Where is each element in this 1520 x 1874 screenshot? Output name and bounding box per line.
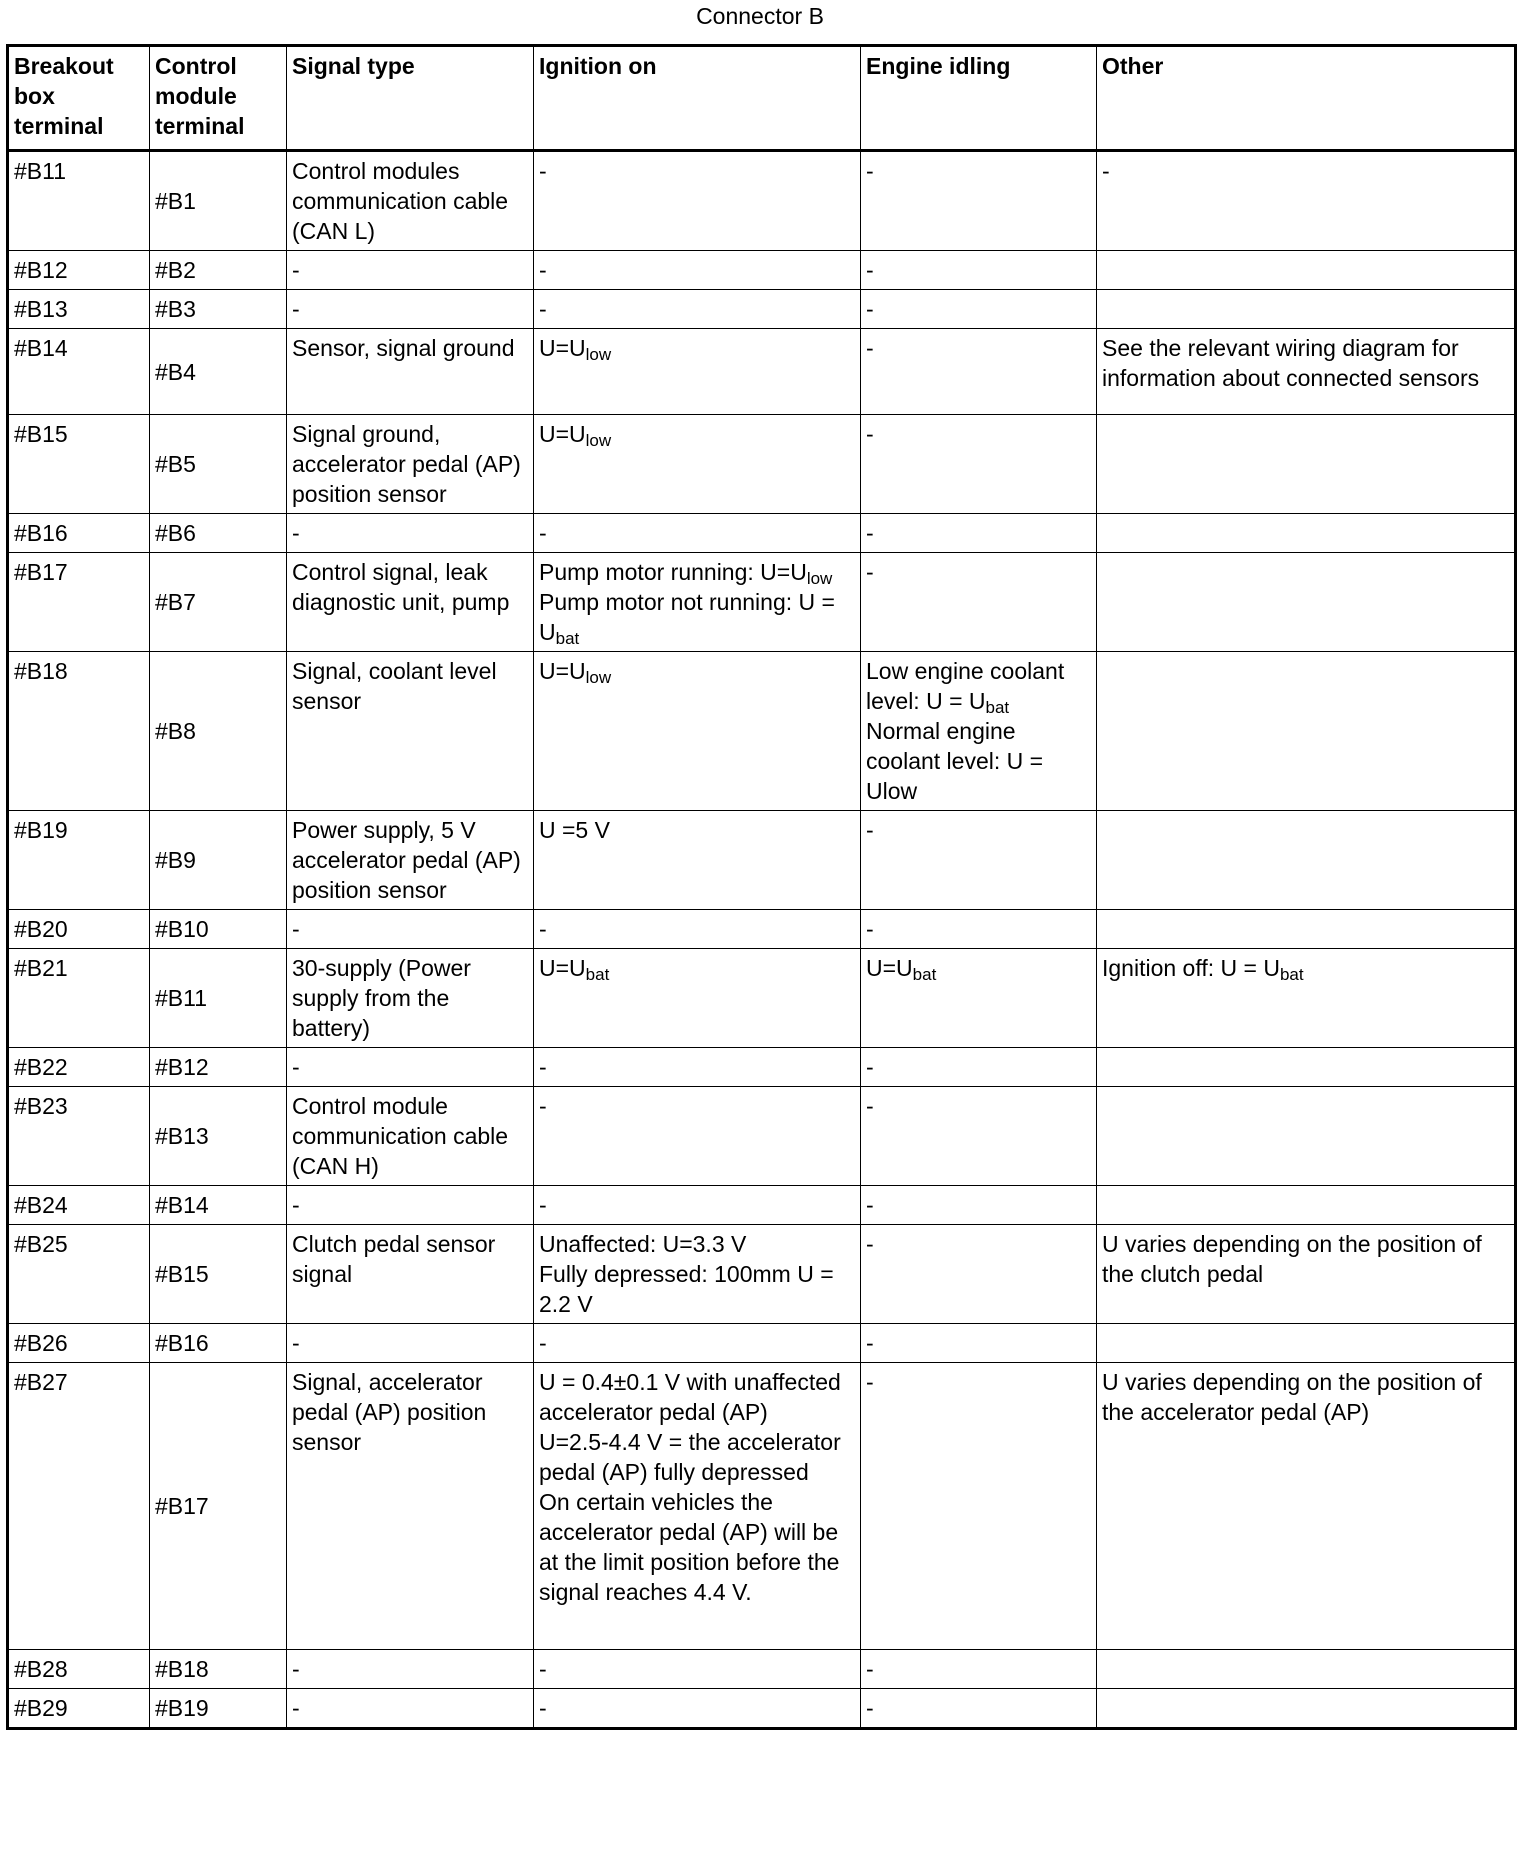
cell-text: -	[539, 1093, 547, 1119]
other-cell-line	[1102, 333, 1509, 393]
table-row	[8, 652, 1516, 811]
engine-idling-cell-line	[866, 1693, 1091, 1723]
engine-idling-cell-line	[866, 716, 1091, 806]
engine-idling-cell-line	[866, 255, 1091, 285]
engine-idling-cell	[861, 1650, 1097, 1689]
breakout-terminal-cell: #B21	[8, 949, 150, 1048]
ignition-on-cell-line	[539, 1427, 855, 1487]
breakout-terminal-cell: #B16	[8, 514, 150, 553]
cell-text: Low engine coolant level: U = U	[866, 658, 1065, 714]
cell-text: -	[866, 1695, 874, 1721]
ignition-on-cell	[534, 1186, 861, 1225]
ignition-on-cell-line	[539, 255, 855, 285]
engine-idling-cell	[861, 1324, 1097, 1363]
breakout-terminal-cell: #B18	[8, 652, 150, 811]
engine-idling-cell	[861, 1225, 1097, 1324]
signal-type-cell: Control signal, leak diagnostic unit, pump	[287, 553, 534, 652]
table-row	[8, 1324, 1516, 1363]
cell-text: -	[866, 1231, 874, 1257]
subscript-text: bat	[555, 629, 580, 648]
table-row	[8, 1225, 1516, 1324]
cell-text: -	[866, 1656, 874, 1682]
engine-idling-cell	[861, 949, 1097, 1048]
engine-idling-cell-line	[866, 1190, 1091, 1220]
ignition-on-cell-line	[539, 419, 855, 449]
control-terminal-cell: #B6	[150, 514, 287, 553]
engine-idling-cell	[861, 1087, 1097, 1186]
control-terminal-cell: #B11	[150, 949, 287, 1048]
other-cell-line	[1102, 1367, 1509, 1427]
subscript-text: low	[585, 345, 612, 364]
signal-type-cell: Power supply, 5 V accelerator pedal (AP) position sensor	[287, 811, 534, 910]
breakout-terminal-cell: #B27	[8, 1363, 150, 1650]
header-row	[8, 46, 1516, 151]
control-terminal-cell: #B14	[150, 1186, 287, 1225]
signal-type-cell: Signal, accelerator pedal (AP) position sensor	[287, 1363, 534, 1650]
cell-text: See the relevant wiring diagram for information about connected sensors	[1102, 335, 1480, 391]
cell-text: Pump motor not running: U = U	[539, 589, 835, 645]
engine-idling-cell-line	[866, 1328, 1091, 1358]
table-body	[8, 151, 1516, 1729]
table-row	[8, 290, 1516, 329]
engine-idling-cell-line	[866, 419, 1091, 449]
engine-idling-cell	[861, 652, 1097, 811]
engine-idling-cell	[861, 290, 1097, 329]
other-cell	[1097, 553, 1516, 652]
ignition-on-cell	[534, 949, 861, 1048]
cell-text: U =5 V	[539, 817, 610, 843]
other-cell	[1097, 1650, 1516, 1689]
ignition-on-cell-line	[539, 1091, 855, 1121]
table-row	[8, 151, 1516, 251]
cell-text: U=U	[539, 421, 586, 447]
engine-idling-cell	[861, 415, 1097, 514]
breakout-terminal-cell: #B19	[8, 811, 150, 910]
ignition-on-cell-line	[539, 156, 855, 186]
control-terminal-cell: #B10	[150, 910, 287, 949]
cell-text: -	[866, 158, 874, 184]
breakout-terminal-cell: #B11	[8, 151, 150, 251]
engine-idling-cell	[861, 1186, 1097, 1225]
signal-type-cell: Clutch pedal sensor signal	[287, 1225, 534, 1324]
control-terminal-cell: #B5	[150, 415, 287, 514]
engine-idling-cell-line	[866, 333, 1091, 363]
ignition-on-cell	[534, 553, 861, 652]
control-terminal-cell: #B18	[150, 1650, 287, 1689]
subscript-text: bat	[912, 965, 937, 984]
signal-type-cell: -	[287, 290, 534, 329]
engine-idling-cell	[861, 251, 1097, 290]
other-cell	[1097, 910, 1516, 949]
engine-idling-cell-line	[866, 1654, 1091, 1684]
control-terminal-cell: #B7	[150, 553, 287, 652]
ignition-on-cell-line	[539, 1367, 855, 1427]
ignition-on-cell-line	[539, 656, 855, 686]
signal-type-cell: -	[287, 1689, 534, 1729]
other-cell	[1097, 290, 1516, 329]
cell-text: U=U	[539, 658, 586, 684]
cell-text: -	[866, 296, 874, 322]
engine-idling-cell-line	[866, 1229, 1091, 1259]
cell-text: Pump motor running: U=U	[539, 559, 807, 585]
other-cell	[1097, 415, 1516, 514]
breakout-terminal-cell: #B12	[8, 251, 150, 290]
cell-text: -	[539, 1054, 547, 1080]
table-row	[8, 811, 1516, 910]
cell-text: U=U	[539, 335, 586, 361]
other-cell	[1097, 1048, 1516, 1087]
subscript-text: low	[585, 431, 612, 450]
engine-idling-cell-line	[866, 1052, 1091, 1082]
cell-text: -	[866, 1330, 874, 1356]
control-terminal-cell: #B3	[150, 290, 287, 329]
cell-text: U=U	[539, 955, 586, 981]
breakout-terminal-cell: #B15	[8, 415, 150, 514]
signal-type-cell: Control module communication cable (CAN H)	[287, 1087, 534, 1186]
cell-text: U=U	[866, 955, 913, 981]
breakout-terminal-cell: #B29	[8, 1689, 150, 1729]
cell-text: Normal engine coolant level: U = Ulow	[866, 718, 1044, 804]
header-other: Other	[1097, 46, 1516, 151]
ignition-on-cell	[534, 1048, 861, 1087]
table-caption: Connector B	[696, 3, 824, 29]
table-row	[8, 1087, 1516, 1186]
cell-text: U = 0.4±0.1 V with unaffected accelerator pedal (AP)	[539, 1369, 841, 1425]
engine-idling-cell-line	[866, 156, 1091, 186]
cell-text: -	[539, 1656, 547, 1682]
table-row	[8, 1048, 1516, 1087]
engine-idling-cell	[861, 151, 1097, 251]
engine-idling-cell	[861, 1689, 1097, 1729]
ignition-on-cell-line	[539, 1259, 855, 1319]
signal-type-cell: Signal ground, accelerator pedal (AP) position sensor	[287, 415, 534, 514]
cell-text: -	[866, 817, 874, 843]
ignition-on-cell	[534, 1324, 861, 1363]
control-terminal-cell: #B1	[150, 151, 287, 251]
control-terminal-cell: #B17	[150, 1363, 287, 1650]
ignition-on-cell-line	[539, 1190, 855, 1220]
cell-text: -	[866, 1054, 874, 1080]
subscript-text: low	[585, 668, 612, 687]
breakout-terminal-cell: #B26	[8, 1324, 150, 1363]
signal-type-cell: Sensor, signal ground	[287, 329, 534, 415]
table-row	[8, 514, 1516, 553]
ignition-on-cell	[534, 811, 861, 910]
breakout-terminal-cell: #B20	[8, 910, 150, 949]
cell-text: -	[866, 1369, 874, 1395]
ignition-on-cell	[534, 652, 861, 811]
subscript-text: bat	[985, 698, 1010, 717]
engine-idling-cell-line	[866, 815, 1091, 845]
subscript-text: low	[806, 569, 833, 588]
other-cell	[1097, 811, 1516, 910]
control-terminal-cell: #B2	[150, 251, 287, 290]
control-terminal-cell: #B13	[150, 1087, 287, 1186]
ignition-on-cell	[534, 1650, 861, 1689]
other-cell	[1097, 1689, 1516, 1729]
ignition-on-cell	[534, 1363, 861, 1650]
cell-text: -	[539, 1695, 547, 1721]
cell-text: -	[539, 158, 547, 184]
cell-text: -	[539, 520, 547, 546]
breakout-terminal-cell: #B24	[8, 1186, 150, 1225]
other-cell	[1097, 1324, 1516, 1363]
ignition-on-cell-line	[539, 1654, 855, 1684]
other-cell	[1097, 251, 1516, 290]
control-terminal-cell: #B15	[150, 1225, 287, 1324]
signal-type-cell: 30-supply (Power supply from the battery)	[287, 949, 534, 1048]
cell-text: -	[866, 421, 874, 447]
cell-text: Fully depressed: 100mm U = 2.2 V	[539, 1261, 834, 1317]
ignition-on-cell-line	[539, 1229, 855, 1259]
table-row	[8, 1650, 1516, 1689]
engine-idling-cell-line	[866, 914, 1091, 944]
cell-text: -	[539, 1192, 547, 1218]
engine-idling-cell-line	[866, 1367, 1091, 1397]
ignition-on-cell-line	[539, 1052, 855, 1082]
ignition-on-cell	[534, 1225, 861, 1324]
breakout-terminal-cell: #B17	[8, 553, 150, 652]
cell-text: -	[866, 1093, 874, 1119]
cell-text: U varies depending on the position of the clutch pedal	[1102, 1231, 1482, 1287]
cell-text: -	[539, 916, 547, 942]
cell-text: -	[866, 1192, 874, 1218]
table-row	[8, 1363, 1516, 1650]
table-row	[8, 1186, 1516, 1225]
other-cell-line	[1102, 1229, 1509, 1289]
breakout-terminal-cell: #B23	[8, 1087, 150, 1186]
breakout-terminal-cell: #B14	[8, 329, 150, 415]
ignition-on-cell-line	[539, 1487, 855, 1607]
cell-text: -	[539, 1330, 547, 1356]
cell-text: On certain vehicles the accelerator pedal (AP) will be at the limit position before the signal reaches 4.4 V.	[539, 1489, 840, 1605]
breakout-terminal-cell: #B13	[8, 290, 150, 329]
ignition-on-cell-line	[539, 557, 855, 647]
cell-text: -	[866, 335, 874, 361]
ignition-on-cell-line	[539, 815, 855, 845]
header-ignition-on: Ignition on	[534, 46, 861, 151]
ignition-on-cell-line	[539, 294, 855, 324]
control-terminal-cell: #B19	[150, 1689, 287, 1729]
signal-type-cell: -	[287, 1186, 534, 1225]
engine-idling-cell-line	[866, 557, 1091, 587]
signal-type-cell: -	[287, 1650, 534, 1689]
signal-type-cell: Signal, coolant level sensor	[287, 652, 534, 811]
other-cell	[1097, 514, 1516, 553]
ignition-on-cell	[534, 910, 861, 949]
ignition-on-cell	[534, 1087, 861, 1186]
breakout-terminal-cell: #B28	[8, 1650, 150, 1689]
header-breakout-terminal: Breakout box terminal	[8, 46, 150, 151]
table-row	[8, 415, 1516, 514]
table-row	[8, 553, 1516, 652]
cell-text: -	[1102, 158, 1110, 184]
other-cell	[1097, 1087, 1516, 1186]
control-terminal-cell: #B8	[150, 652, 287, 811]
engine-idling-cell	[861, 1048, 1097, 1087]
other-cell	[1097, 329, 1516, 415]
engine-idling-cell	[861, 811, 1097, 910]
breakout-terminal-cell: #B22	[8, 1048, 150, 1087]
ignition-on-cell	[534, 1689, 861, 1729]
cell-text: Unaffected: U=3.3 V	[539, 1231, 747, 1257]
engine-idling-cell-line	[866, 294, 1091, 324]
ignition-on-cell	[534, 151, 861, 251]
engine-idling-cell-line	[866, 1091, 1091, 1121]
cell-text: Ignition off: U = U	[1102, 955, 1280, 981]
other-cell	[1097, 1225, 1516, 1324]
ignition-on-cell-line	[539, 1328, 855, 1358]
cell-text: -	[539, 296, 547, 322]
control-terminal-cell: #B12	[150, 1048, 287, 1087]
signal-type-cell: -	[287, 1324, 534, 1363]
engine-idling-cell-line	[866, 518, 1091, 548]
engine-idling-cell	[861, 514, 1097, 553]
cell-text: -	[866, 520, 874, 546]
subscript-text: bat	[1279, 965, 1304, 984]
cell-text: -	[866, 559, 874, 585]
ignition-on-cell	[534, 514, 861, 553]
engine-idling-cell-line	[866, 953, 1091, 983]
signal-type-cell: -	[287, 514, 534, 553]
ignition-on-cell	[534, 251, 861, 290]
header-control-terminal: Control module terminal	[150, 46, 287, 151]
cell-text: U=2.5-4.4 V = the accelerator pedal (AP) fully depressed	[539, 1429, 841, 1485]
control-terminal-cell: #B4	[150, 329, 287, 415]
table-row	[8, 949, 1516, 1048]
ignition-on-cell-line	[539, 518, 855, 548]
table-row	[8, 1689, 1516, 1729]
signal-type-cell: Control modules communication cable (CAN L)	[287, 151, 534, 251]
table-row	[8, 910, 1516, 949]
other-cell	[1097, 652, 1516, 811]
ignition-on-cell-line	[539, 953, 855, 983]
signal-type-cell: -	[287, 251, 534, 290]
cell-text: U varies depending on the position of the accelerator pedal (AP)	[1102, 1369, 1482, 1425]
cell-text: -	[866, 916, 874, 942]
ignition-on-cell	[534, 329, 861, 415]
engine-idling-cell	[861, 910, 1097, 949]
table-row	[8, 329, 1516, 415]
signal-type-cell: -	[287, 1048, 534, 1087]
cell-text: -	[539, 257, 547, 283]
other-cell	[1097, 1363, 1516, 1650]
other-cell	[1097, 151, 1516, 251]
engine-idling-cell-line	[866, 656, 1091, 716]
breakout-terminal-cell: #B25	[8, 1225, 150, 1324]
signal-type-cell: -	[287, 910, 534, 949]
table-row	[8, 251, 1516, 290]
header-signal-type: Signal type	[287, 46, 534, 151]
ignition-on-cell	[534, 415, 861, 514]
other-cell-line	[1102, 156, 1509, 186]
subscript-text: bat	[585, 965, 610, 984]
header-engine-idling: Engine idling	[861, 46, 1097, 151]
engine-idling-cell	[861, 553, 1097, 652]
cell-text: -	[866, 257, 874, 283]
ignition-on-cell	[534, 290, 861, 329]
ignition-on-cell-line	[539, 333, 855, 363]
other-cell	[1097, 1186, 1516, 1225]
other-cell	[1097, 949, 1516, 1048]
control-terminal-cell: #B16	[150, 1324, 287, 1363]
other-cell-line	[1102, 953, 1509, 983]
ignition-on-cell-line	[539, 914, 855, 944]
connector-table	[6, 44, 1517, 1730]
control-terminal-cell: #B9	[150, 811, 287, 910]
ignition-on-cell-line	[539, 1693, 855, 1723]
engine-idling-cell	[861, 1363, 1097, 1650]
engine-idling-cell	[861, 329, 1097, 415]
